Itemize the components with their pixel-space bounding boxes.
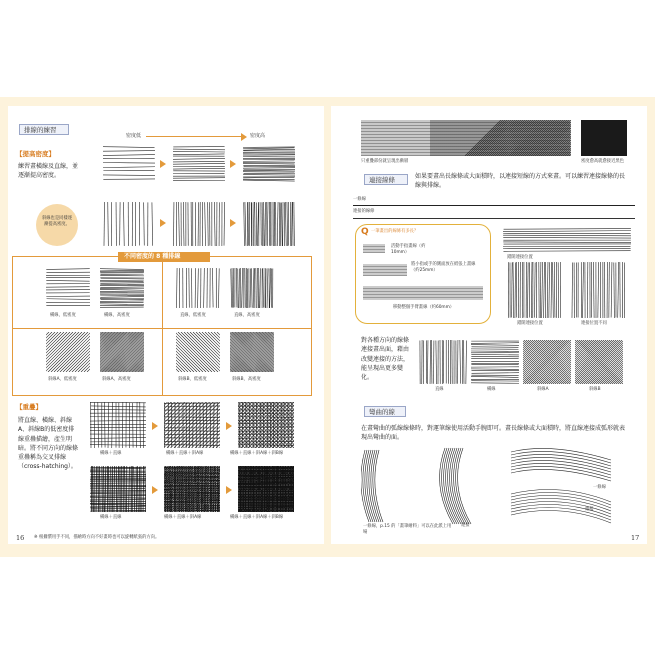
dense-black-swatch bbox=[581, 120, 627, 156]
q-item-3: 移動整個手臂畫線（約60mm） bbox=[393, 305, 455, 310]
cap-b-low: 斜線B，低密度 bbox=[178, 377, 207, 382]
dir-vertical bbox=[419, 340, 467, 384]
top-caption-right: 密度愈高就愈接近黑色 bbox=[581, 159, 624, 164]
density-arrow-line bbox=[146, 136, 242, 137]
page-number-right: 17 bbox=[631, 534, 640, 542]
connected-line bbox=[353, 218, 635, 219]
arrow-1 bbox=[160, 160, 166, 168]
page-number-left: 16 bbox=[16, 534, 25, 542]
curve-cap-2: 連接 bbox=[585, 507, 594, 512]
tip-bubble-text: 斜線也是同樣逐漸提高密度。 bbox=[41, 216, 73, 228]
arrow-5 bbox=[152, 422, 158, 430]
q-item-2: 將小指或手的側面放在紙張上畫線（約25mm） bbox=[411, 262, 476, 274]
direction-text: 對各種方向的線條連接畫出面，藉由改變連接的方法，能呈現出更多變化。 bbox=[361, 337, 410, 382]
curve-cap-3: 連接 bbox=[461, 523, 470, 528]
hatch-vertical-low bbox=[103, 202, 155, 246]
overlap-4 bbox=[90, 466, 146, 512]
q-stroke-2 bbox=[363, 264, 407, 276]
hatch-v-low bbox=[176, 268, 220, 308]
right-cap-a-2: 錯開連接位置 bbox=[517, 321, 543, 326]
gradient-hatch-strip bbox=[361, 120, 571, 156]
arrow-3 bbox=[160, 219, 166, 227]
density-arrow-head bbox=[241, 133, 247, 141]
single-line bbox=[353, 205, 635, 206]
q-title: 一筆畫出的線條有多長？ bbox=[371, 229, 419, 234]
hatch-h-high bbox=[100, 268, 144, 308]
right-cap-b: 連接位置不同 bbox=[581, 321, 607, 326]
hatch-v-high bbox=[230, 268, 274, 308]
line-label-1: 一條線 bbox=[353, 197, 366, 202]
overlap-6 bbox=[238, 466, 294, 512]
arrow-6 bbox=[226, 422, 232, 430]
dir-cap-1: 直線 bbox=[435, 387, 444, 392]
arrow-4 bbox=[230, 219, 236, 227]
cap-a-high: 斜線A，高密度 bbox=[102, 377, 131, 382]
q-stroke-1 bbox=[363, 244, 385, 254]
overlap-5 bbox=[164, 466, 220, 512]
overlap-cap-2: 橫線＋直線＋斜A線 bbox=[166, 451, 204, 456]
cap-v-low: 直線，低密度 bbox=[180, 313, 206, 318]
density-high-label: 密度高 bbox=[250, 133, 266, 139]
overlap-cap-4: 橫線＋直線 bbox=[100, 515, 122, 520]
footnote: ※ 根據慣用手不同，描繪時方向不好畫時也可以旋轉紙張的方向。 bbox=[34, 535, 160, 540]
dir-cap-4: 斜線B bbox=[589, 387, 601, 392]
tag-overlap: 【重疊】 bbox=[16, 403, 42, 411]
hatch-h-low bbox=[46, 268, 90, 308]
curve-drawings bbox=[361, 446, 627, 532]
connect-offset-sample bbox=[507, 262, 561, 318]
overlap-3 bbox=[238, 402, 294, 448]
left-page bbox=[8, 106, 324, 544]
dir-cap-3: 斜線A bbox=[537, 387, 549, 392]
q-stroke-3 bbox=[363, 286, 483, 300]
section-title-hatching-practice: 排線的練習 bbox=[19, 124, 69, 135]
dir-diagonal-a bbox=[523, 340, 571, 384]
arrow-7 bbox=[152, 486, 158, 494]
curve-cap-1: 一條線 bbox=[593, 485, 606, 490]
line-label-2: 連接的線條 bbox=[353, 209, 375, 214]
curve-cap-4: 一條線，p.15 的「畫筆繪料」可以在此派上用場 bbox=[363, 524, 452, 536]
overlap-cap-1: 橫線＋直線 bbox=[100, 451, 122, 456]
cap-h-high: 橫線，高密度 bbox=[104, 313, 130, 318]
eight-types-divider-v bbox=[162, 262, 163, 396]
overlap-cap-3: 橫線＋直線＋斜A線＋斜B線 bbox=[230, 451, 284, 456]
cap-v-high: 直線，高密度 bbox=[234, 313, 260, 318]
tag-density: 【提高密度】 bbox=[16, 150, 55, 158]
dir-diagonal-b bbox=[575, 340, 623, 384]
q-item-1: 活動手指畫線（約10mm） bbox=[391, 244, 426, 256]
arrow-2 bbox=[230, 160, 236, 168]
hatch-vertical-high bbox=[243, 202, 295, 246]
top-caption-left: 只重疊部份就呈現出漸層 bbox=[361, 159, 409, 164]
hatch-b-low bbox=[176, 332, 220, 372]
hatch-b-high bbox=[230, 332, 274, 372]
dir-cap-2: 橫線 bbox=[487, 387, 496, 392]
density-text: 練習畫橫線及直線，並逐漸提高密度。 bbox=[18, 163, 79, 180]
connect-different-sample bbox=[571, 262, 627, 318]
curve-text: 在畫彎曲的弧線線條時，對運筆線使用活動手腕即可。畫長線條或大面積時，將直線連接成弧形就表現出彎曲的面。 bbox=[361, 425, 626, 442]
section-curve: 彎曲的線 bbox=[364, 406, 406, 417]
section-connect: 連接線條 bbox=[364, 174, 408, 185]
hatch-horizontal-high bbox=[243, 146, 295, 182]
eight-types-title: 不同密度的 8 種排線 bbox=[124, 253, 181, 260]
density-low-label: 密度低 bbox=[126, 133, 142, 139]
right-page bbox=[331, 106, 647, 544]
q-icon: Q bbox=[361, 227, 369, 237]
hatch-a-low bbox=[46, 332, 90, 372]
cap-h-low: 橫線，低密度 bbox=[50, 313, 76, 318]
connect-text: 如果要畫出長線條或大面積時，以連接短線的方式來畫。可以練習連接線條的長線與排線。 bbox=[415, 173, 626, 190]
arrow-8 bbox=[226, 486, 232, 494]
overlap-cap-5: 橫線＋直線＋斜A線 bbox=[164, 515, 202, 520]
hatch-a-high bbox=[100, 332, 144, 372]
hatch-horizontal-mid bbox=[173, 146, 225, 182]
overlap-cap-6: 橫線＋直線＋斜A線＋斜B線 bbox=[230, 515, 284, 520]
overlap-1 bbox=[90, 402, 146, 448]
overlap-2 bbox=[164, 402, 220, 448]
hatch-horizontal-low bbox=[103, 146, 155, 182]
cap-b-high: 斜線B，高密度 bbox=[232, 377, 261, 382]
connected-lines-sample bbox=[503, 228, 631, 252]
eight-types-divider-h bbox=[12, 328, 312, 329]
right-cap-a: 錯開連接位置 bbox=[507, 255, 533, 260]
dir-horizontal bbox=[471, 340, 519, 384]
hatch-vertical-mid bbox=[173, 202, 225, 246]
cap-a-low: 斜線A，低密度 bbox=[48, 377, 77, 382]
overlap-text: 將直線、橫線、斜線A、斜線B的低密度排線重疊描繪，產生明暗。將不同方向的線條重疊稱為交叉排線（cross-hatching）。 bbox=[18, 417, 79, 471]
